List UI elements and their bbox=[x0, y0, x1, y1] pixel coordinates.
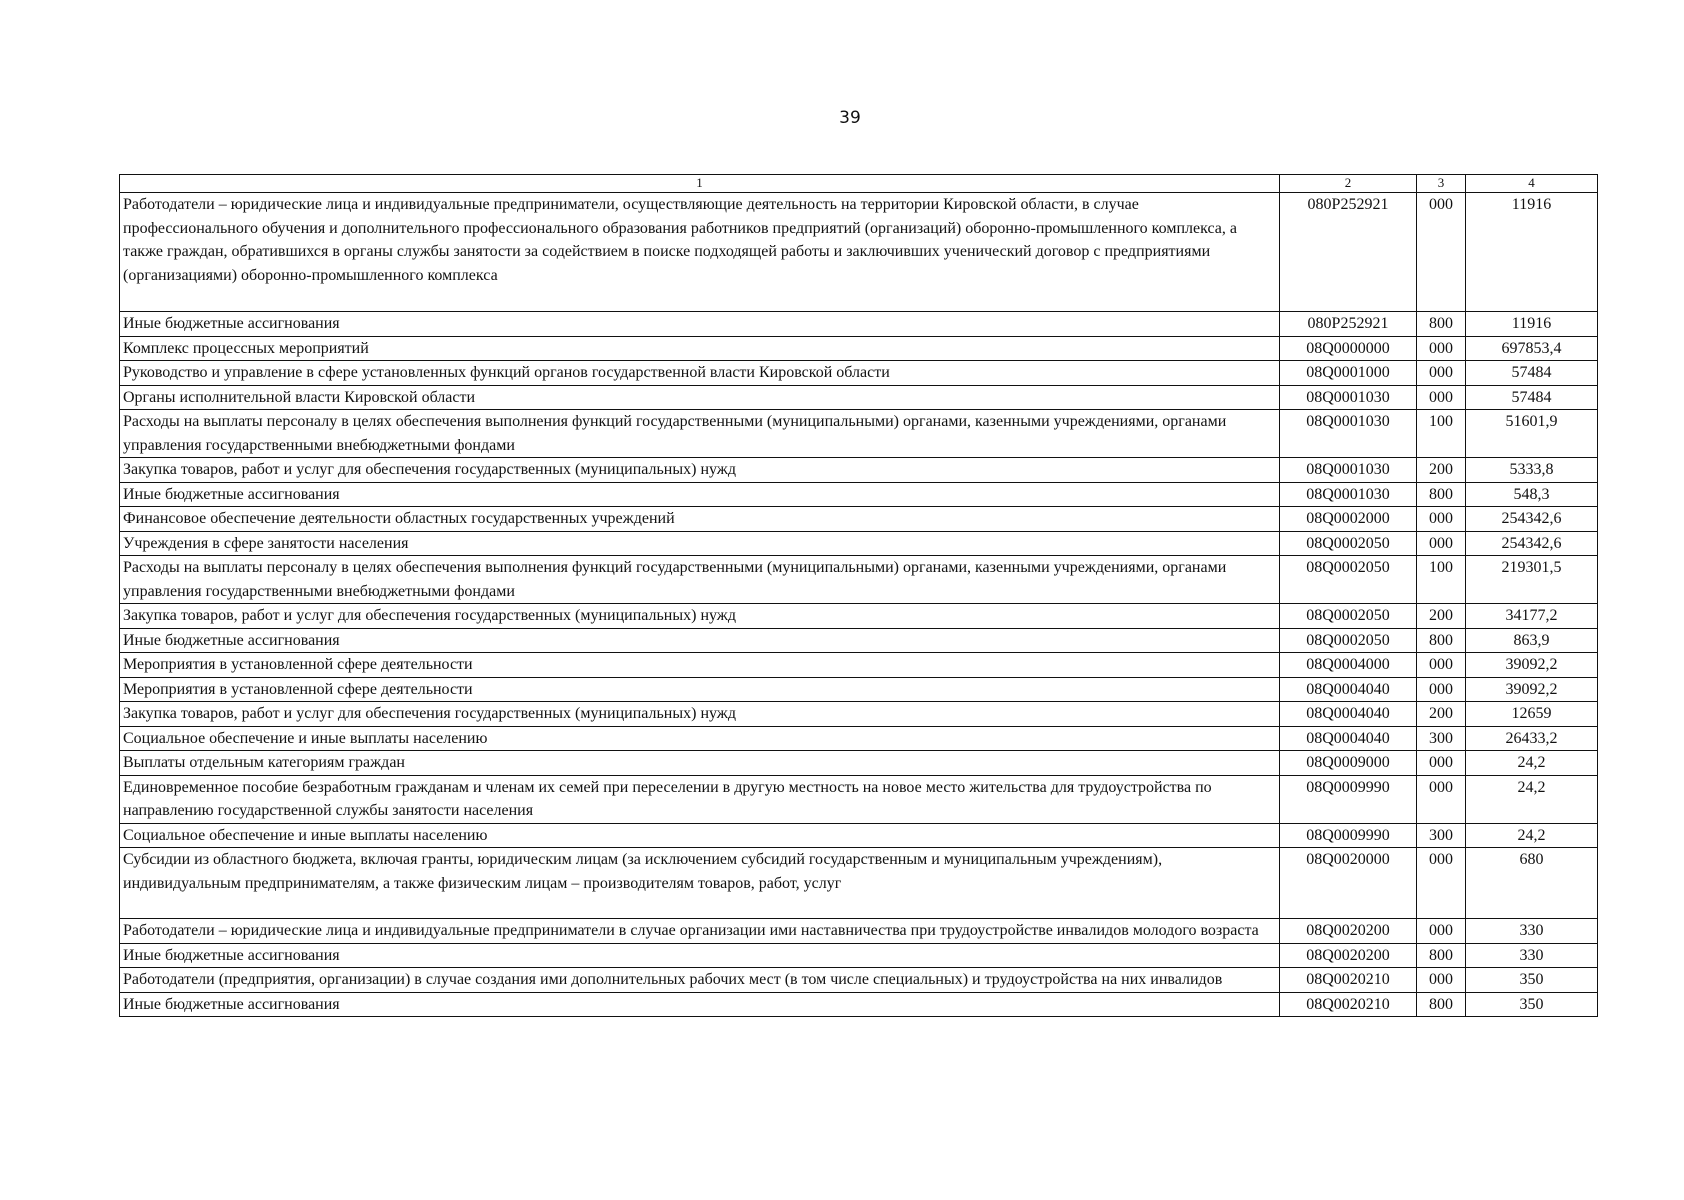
row-kind: 300 bbox=[1417, 823, 1466, 848]
row-amount: 548,3 bbox=[1466, 482, 1598, 507]
row-amount: 5333,8 bbox=[1466, 458, 1598, 483]
row-kind: 000 bbox=[1417, 968, 1466, 993]
row-kind: 200 bbox=[1417, 604, 1466, 629]
row-kind: 300 bbox=[1417, 726, 1466, 751]
row-kind: 100 bbox=[1417, 556, 1466, 604]
row-code: 080Р252921 bbox=[1280, 312, 1417, 337]
table-row bbox=[120, 531, 1598, 556]
row-name: Руководство и управление в сфере установленных функций органов государственной власти Кировской области bbox=[120, 361, 1280, 386]
row-name: Органы исполнительной власти Кировской области bbox=[120, 385, 1280, 410]
row-code: 08Q0002000 bbox=[1280, 507, 1417, 532]
table-row bbox=[120, 823, 1598, 848]
table-row bbox=[120, 943, 1598, 968]
table-row bbox=[120, 482, 1598, 507]
table-row bbox=[120, 507, 1598, 532]
row-code: 08Q0002050 bbox=[1280, 604, 1417, 629]
row-amount: 57484 bbox=[1466, 361, 1598, 386]
table-header-row bbox=[120, 175, 1598, 193]
row-name: Расходы на выплаты персоналу в целях обеспечения выполнения функций государственными (муниципальными) органами, казенными учреждениями, органами управления государственными внебюджетными фондами bbox=[120, 556, 1280, 604]
row-name: Социальное обеспечение и иные выплаты населению bbox=[120, 823, 1280, 848]
row-kind: 000 bbox=[1417, 336, 1466, 361]
row-code: 08Q0002050 bbox=[1280, 628, 1417, 653]
row-kind: 100 bbox=[1417, 410, 1466, 458]
row-amount: 254342,6 bbox=[1466, 531, 1598, 556]
header-col-1: 1 bbox=[120, 175, 1280, 193]
row-code: 08Q0004040 bbox=[1280, 726, 1417, 751]
table-row bbox=[120, 702, 1598, 727]
row-name: Учреждения в сфере занятости населения bbox=[120, 531, 1280, 556]
row-kind: 000 bbox=[1417, 507, 1466, 532]
table-row bbox=[120, 410, 1598, 458]
row-kind: 000 bbox=[1417, 751, 1466, 776]
row-code: 08Q0020210 bbox=[1280, 968, 1417, 993]
row-amount: 254342,6 bbox=[1466, 507, 1598, 532]
row-amount: 39092,2 bbox=[1466, 677, 1598, 702]
row-kind: 000 bbox=[1417, 531, 1466, 556]
row-name: Иные бюджетные ассигнования bbox=[120, 992, 1280, 1017]
table-row bbox=[120, 968, 1598, 993]
row-kind: 000 bbox=[1417, 193, 1466, 312]
table-row bbox=[120, 726, 1598, 751]
row-amount: 863,9 bbox=[1466, 628, 1598, 653]
row-name: Работодатели (предприятия, организации) в случае создания ими дополнительных рабочих мест (в том числе специальных) и трудоустройства на них инвалидов bbox=[120, 968, 1280, 993]
row-amount: 219301,5 bbox=[1466, 556, 1598, 604]
row-code: 08Q0020200 bbox=[1280, 943, 1417, 968]
header-col-3: 3 bbox=[1417, 175, 1466, 193]
row-amount: 330 bbox=[1466, 943, 1598, 968]
row-name: Иные бюджетные ассигнования bbox=[120, 312, 1280, 337]
row-name: Мероприятия в установленной сфере деятельности bbox=[120, 677, 1280, 702]
row-amount: 39092,2 bbox=[1466, 653, 1598, 678]
row-kind: 000 bbox=[1417, 775, 1466, 823]
table-row bbox=[120, 653, 1598, 678]
row-kind: 000 bbox=[1417, 848, 1466, 919]
row-code: 08Q0000000 bbox=[1280, 336, 1417, 361]
row-code: 08Q0002050 bbox=[1280, 556, 1417, 604]
table-row bbox=[120, 312, 1598, 337]
table-row bbox=[120, 848, 1598, 919]
row-name: Расходы на выплаты персоналу в целях обеспечения выполнения функций государственными (муниципальными) органами, казенными учреждениями, органами управления государственными внебюджетными фондами bbox=[120, 410, 1280, 458]
row-kind: 000 bbox=[1417, 653, 1466, 678]
row-code: 08Q0020200 bbox=[1280, 919, 1417, 944]
row-name: Иные бюджетные ассигнования bbox=[120, 943, 1280, 968]
row-name: Мероприятия в установленной сфере деятельности bbox=[120, 653, 1280, 678]
page-number: 39 bbox=[839, 108, 861, 128]
table-row bbox=[120, 361, 1598, 386]
row-kind: 000 bbox=[1417, 385, 1466, 410]
row-code: 08Q0001000 bbox=[1280, 361, 1417, 386]
row-name: Закупка товаров, работ и услуг для обеспечения государственных (муниципальных) нужд bbox=[120, 702, 1280, 727]
row-name: Закупка товаров, работ и услуг для обеспечения государственных (муниципальных) нужд bbox=[120, 458, 1280, 483]
row-amount: 12659 bbox=[1466, 702, 1598, 727]
row-kind: 800 bbox=[1417, 943, 1466, 968]
row-amount: 51601,9 bbox=[1466, 410, 1598, 458]
header-col-2: 2 bbox=[1280, 175, 1417, 193]
row-code: 08Q0004040 bbox=[1280, 702, 1417, 727]
row-name: Работодатели – юридические лица и индивидуальные предприниматели в случае организации ими наставничества при трудоустройстве инвалидов молодого возраста bbox=[120, 919, 1280, 944]
table-row bbox=[120, 193, 1598, 312]
row-code: 08Q0020210 bbox=[1280, 992, 1417, 1017]
row-name: Иные бюджетные ассигнования bbox=[120, 628, 1280, 653]
row-amount: 350 bbox=[1466, 968, 1598, 993]
row-name: Финансовое обеспечение деятельности областных государственных учреждений bbox=[120, 507, 1280, 532]
row-kind: 000 bbox=[1417, 677, 1466, 702]
row-kind: 200 bbox=[1417, 458, 1466, 483]
row-code: 08Q0009000 bbox=[1280, 751, 1417, 776]
row-code: 08Q0001030 bbox=[1280, 482, 1417, 507]
row-code: 08Q0009990 bbox=[1280, 775, 1417, 823]
row-amount: 350 bbox=[1466, 992, 1598, 1017]
table-row bbox=[120, 775, 1598, 823]
table-row bbox=[120, 992, 1598, 1017]
table-row bbox=[120, 677, 1598, 702]
row-kind: 000 bbox=[1417, 919, 1466, 944]
row-code: 08Q0009990 bbox=[1280, 823, 1417, 848]
row-code: 08Q0002050 bbox=[1280, 531, 1417, 556]
row-amount: 24,2 bbox=[1466, 775, 1598, 823]
header-col-4: 4 bbox=[1466, 175, 1598, 193]
row-kind: 800 bbox=[1417, 312, 1466, 337]
row-name: Комплекс процессных мероприятий bbox=[120, 336, 1280, 361]
row-kind: 800 bbox=[1417, 992, 1466, 1017]
row-amount: 34177,2 bbox=[1466, 604, 1598, 629]
row-name: Единовременное пособие безработным гражданам и членам их семей при переселении в другую местность на новое место жительства для трудоустройства по направлению государственной службы занятости населения bbox=[120, 775, 1280, 823]
budget-table bbox=[119, 174, 1598, 1017]
row-amount: 680 bbox=[1466, 848, 1598, 919]
row-code: 08Q0004040 bbox=[1280, 677, 1417, 702]
table-row bbox=[120, 628, 1598, 653]
row-amount: 697853,4 bbox=[1466, 336, 1598, 361]
row-name: Субсидии из областного бюджета, включая гранты, юридическим лицам (за исключением субсидий государственным и муниципальным учреждениям), индивидуальным предпринимателям, а также физическим лицам – производителям товаров, работ, услуг bbox=[120, 848, 1280, 919]
row-kind: 000 bbox=[1417, 361, 1466, 386]
row-kind: 200 bbox=[1417, 702, 1466, 727]
table-row bbox=[120, 556, 1598, 604]
row-code: 08Q0001030 bbox=[1280, 385, 1417, 410]
table-row bbox=[120, 458, 1598, 483]
table-row bbox=[120, 336, 1598, 361]
table-row bbox=[120, 751, 1598, 776]
row-amount: 24,2 bbox=[1466, 823, 1598, 848]
row-code: 08Q0004000 bbox=[1280, 653, 1417, 678]
row-code: 08Q0001030 bbox=[1280, 410, 1417, 458]
row-amount: 330 bbox=[1466, 919, 1598, 944]
table-row bbox=[120, 604, 1598, 629]
row-amount: 11916 bbox=[1466, 193, 1598, 312]
row-name: Работодатели – юридические лица и индивидуальные предприниматели, осуществляющие деятельность на территории Кировской области, в случае профессионального обучения и дополнительного профессионального образования работников предприятий (организаций) оборонно-промышленного комплекса, а также граждан, обратившихся в органы службы занятости за содействием в поиске подходящей работы и заключивших ученический договор с предприятиями (организациями) оборонно-промышленного комплекса bbox=[120, 193, 1280, 312]
row-amount: 11916 bbox=[1466, 312, 1598, 337]
row-amount: 24,2 bbox=[1466, 751, 1598, 776]
row-name: Выплаты отдельным категориям граждан bbox=[120, 751, 1280, 776]
row-code: 08Q0020000 bbox=[1280, 848, 1417, 919]
row-amount: 57484 bbox=[1466, 385, 1598, 410]
row-name: Закупка товаров, работ и услуг для обеспечения государственных (муниципальных) нужд bbox=[120, 604, 1280, 629]
table-row bbox=[120, 385, 1598, 410]
row-kind: 800 bbox=[1417, 482, 1466, 507]
row-code: 080Р252921 bbox=[1280, 193, 1417, 312]
row-name: Социальное обеспечение и иные выплаты населению bbox=[120, 726, 1280, 751]
table-row bbox=[120, 919, 1598, 944]
row-name: Иные бюджетные ассигнования bbox=[120, 482, 1280, 507]
row-amount: 26433,2 bbox=[1466, 726, 1598, 751]
row-code: 08Q0001030 bbox=[1280, 458, 1417, 483]
row-kind: 800 bbox=[1417, 628, 1466, 653]
